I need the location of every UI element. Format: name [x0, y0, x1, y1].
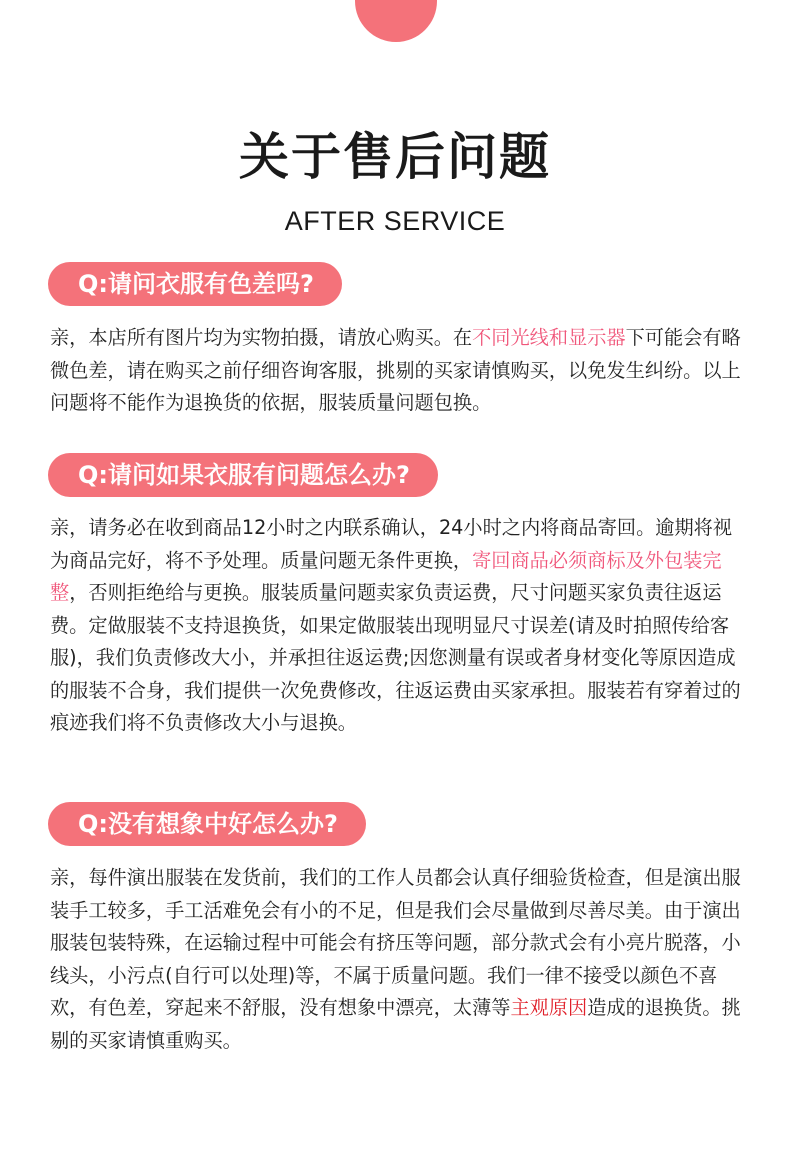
decorative-circle	[355, 0, 437, 42]
question-badge-not-as-expected: Q:没有想象中好怎么办?	[48, 802, 366, 846]
answer-clothing-problem	[50, 512, 745, 740]
answer-text: 下可能会有略微色差，请在购买之前仔细咨询客服，挑剔的买家请慎购买，以免发生纠纷。以上问题将不能作为退换货的依据，服装质量问题包换。	[50, 326, 741, 414]
answer-highlight: 不同光线和显示器	[472, 326, 626, 349]
answer-color-difference	[50, 322, 745, 420]
answer-text: 亲，本店所有图片均为实物拍摄，请放心购买。在	[50, 326, 473, 349]
answer-highlight: 主观原因	[510, 996, 588, 1019]
answer-highlight: 寄回商品必须商标及外包装完整	[50, 548, 722, 604]
answer-text: ，否则拒绝给与更换。服装质量问题卖家负责运费，尺寸问题买家负责往返运费。定做服装不支持退换货，如果定做服装出现明显尺寸误差(请及时拍照传给客服)，我们负责修改大小，并承担往返运费;因您测量有误或者身材变化等原因造成的服装不合身，我们提供一次免费修改，往返运费由买家承担。服装若有穿着过的痕迹我们将不负责修改大小与退换。	[50, 581, 741, 734]
answer-text: 亲，请务必在收到商品12小时之内联系确认，24小时之内将商品寄回。逾期将视为商品完好，将不予处理。质量问题无条件更换，	[50, 516, 733, 572]
answer-not-as-expected	[50, 862, 745, 1057]
page-title: 关于售后问题	[239, 128, 551, 186]
question-badge-color-difference: Q:请问衣服有色差吗?	[48, 262, 342, 306]
answer-text: 亲，每件演出服装在发货前，我们的工作人员都会认真仔细验货检查，但是演出服装手工较多，手工活难免会有小的不足，但是我们会尽量做到尽善尽美。由于演出服装包装特殊，在运输过程中可能会有挤压等问题，部分款式会有小亮片脱落，小线头，小污点(自行可以处理)等，不属于质量问题。我们一律不接受以颜色不喜欢，有色差，穿起来不舒服，没有想象中漂亮，太薄等	[50, 866, 741, 1019]
question-badge-clothing-problem: Q:请问如果衣服有问题怎么办?	[48, 453, 438, 497]
page-subtitle: AFTER SERVICE	[284, 206, 506, 236]
answer-text: 造成的退换货。挑剔的买家请慎重购买。	[50, 996, 741, 1052]
